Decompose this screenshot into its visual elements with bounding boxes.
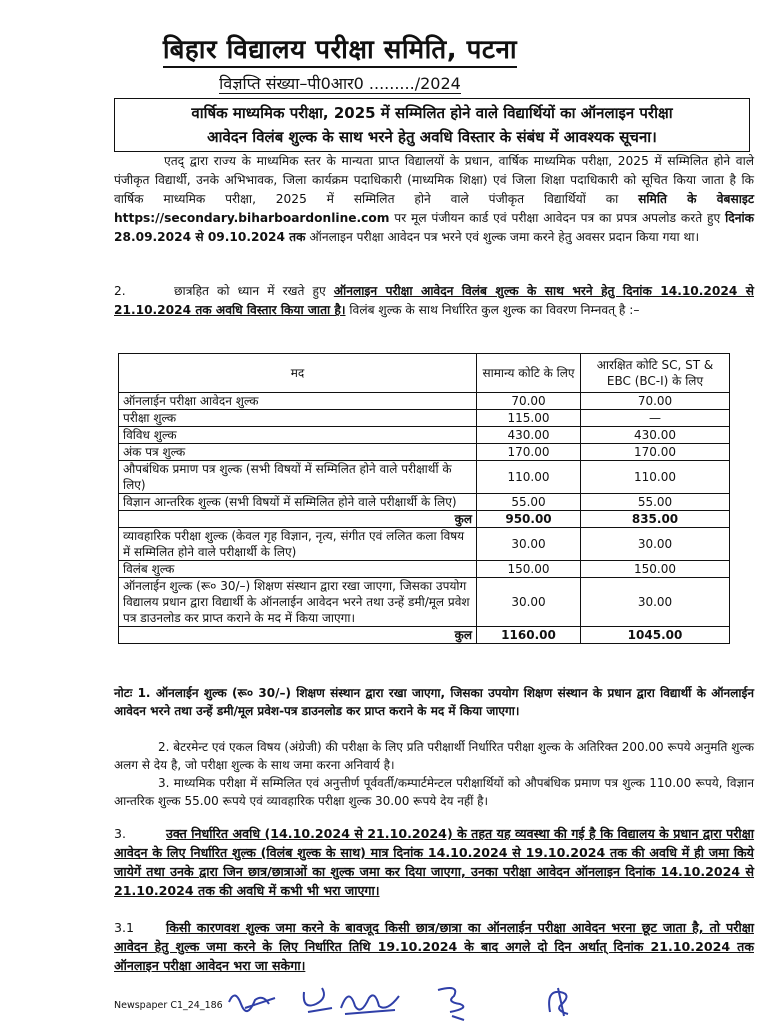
fee-table bbox=[118, 353, 730, 644]
header-general: सामान्य कोटि के लिए bbox=[477, 354, 581, 393]
fee-reserved: — bbox=[581, 410, 730, 427]
paragraph-2: 2. छात्रहित को ध्यान में रखते हुए ऑनलाइन परीक्षा आवेदन विलंब शुल्क के साथ भरने हेतु दिनांक 14.10.2024 से 21.10.2024 तक अवधि विस्तार किया जाता है। विलंब शुल्क के साथ निर्धारित कुल शुल्क का विवरण निम्नवत् है :– bbox=[114, 284, 754, 317]
total-reserved: 1045.00 bbox=[581, 627, 730, 644]
subject-line-1: वार्षिक माध्यमिक परीक्षा, 2025 में सम्मिलित होने वाले विद्यार्थियों का ऑनलाइन परीक्षा bbox=[191, 104, 673, 122]
fee-general: 30.00 bbox=[477, 528, 581, 561]
fee-general: 55.00 bbox=[477, 494, 581, 511]
total-general: 1160.00 bbox=[477, 627, 581, 644]
extension-statement: ऑनलाइन परीक्षा आवेदन विलंब शुल्क के साथ भरने हेतु दिनांक 14.10.2024 से 21.10.2024 तक अवधि विस्तार किया जाता है। bbox=[114, 284, 754, 317]
header-item: मद bbox=[119, 354, 477, 393]
subtotal-label: कुल bbox=[119, 511, 477, 528]
fee-row bbox=[119, 494, 730, 511]
fee-row bbox=[119, 393, 730, 410]
fee-general: 110.00 bbox=[477, 461, 581, 494]
total-row bbox=[119, 627, 730, 644]
fee-general: 170.00 bbox=[477, 444, 581, 461]
fee-general: 150.00 bbox=[477, 561, 581, 578]
fee-general: 30.00 bbox=[477, 578, 581, 627]
fee-table-header bbox=[119, 354, 730, 393]
fee-item: विज्ञान आन्तरिक शुल्क (सभी विषयों में सम्मिलित होने वाले परीक्षार्थी के लिए) bbox=[119, 494, 477, 511]
fee-reserved: 150.00 bbox=[581, 561, 730, 578]
fee-row bbox=[119, 444, 730, 461]
signature-5-icon bbox=[540, 982, 580, 1020]
fee-item: ऑनलाईन शुल्क (रू० 30/–) शिक्षण संस्थान द्वारा रखा जाएगा, जिसका उपयोग विद्यालय प्रधान द्वारा विद्यार्थी के ऑनलाईन आवेदन भरने तथा उन्हें डमी/मूल प्रवेश पत्र डाउनलोड कर प्राप्त कराने के मद में किया जाएगा। bbox=[119, 578, 477, 627]
fee-row bbox=[119, 410, 730, 427]
fee-row bbox=[119, 427, 730, 444]
fee-item: परीक्षा शुल्क bbox=[119, 410, 477, 427]
total-label: कुल bbox=[119, 627, 477, 644]
fee-item: व्यावहारिक परीक्षा शुल्क (केवल गृह विज्ञान, नृत्य, संगीत एवं ललित कला विषय में सम्मिलित होने वाले परीक्षार्थी के लिए) bbox=[119, 528, 477, 561]
signature-1-icon bbox=[225, 982, 285, 1018]
header-reserved: आरक्षित कोटि SC, ST & EBC (BC-I) के लिए bbox=[581, 354, 730, 393]
signature-2-icon bbox=[298, 982, 338, 1018]
note-1: नोटः 1. ऑनलाईन शुल्क (रू० 30/–) शिक्षण संस्थान द्वारा रखा जाएगा, जिसका उपयोग शिक्षण संस्थान के प्रधान द्वारा विद्यार्थी के ऑनलाईन आवेदन भरने तथा उन्हें डमी/मूल प्रवेश-पत्र डाउनलोड कर प्राप्त कराने के मद में किया जाएगा। bbox=[114, 686, 754, 718]
section-3: 3. उक्त निर्धारित अवधि (14.10.2024 से 21.10.2024) के तहत यह व्यवस्था की गई है कि विद्यालय के प्रधान द्वारा परीक्षा आवेदन के लिए निर्धारित शुल्क (विलंब शुल्क के साथ) मात्र दिनांक 14.10.2024 से 19.10.2024 तक की अवधि में ही जमा किये जायेगें तथा उनके द्वारा जिन छात्र/छात्राओं का शुल्क जमा कर दिया जाएगा, उनका परीक्षा आवेदन ऑनलाइन दिनांक 14.10.2024 से 21.10.2024 तक की अवधि में कभी भी भरा जाएगा। bbox=[114, 826, 754, 898]
fee-reserved: 55.00 bbox=[581, 494, 730, 511]
fee-reserved: 170.00 bbox=[581, 444, 730, 461]
subject-line-2: आवेदन विलंब शुल्क के साथ भरने हेतु अवधि विस्तार के संबंध में आवश्यक सूचना। bbox=[207, 128, 657, 146]
fee-item: विलंब शुल्क bbox=[119, 561, 477, 578]
signature-3-icon bbox=[335, 982, 405, 1022]
fee-reserved: 30.00 bbox=[581, 528, 730, 561]
fee-general: 70.00 bbox=[477, 393, 581, 410]
section-3-1: 3.1 किसी कारणवश शुल्क जमा करने के बावजूद किसी छात्र/छात्रा का ऑनलाईन परीक्षा आवेदन भरना छूट जाता है, तो परीक्षा आवेदन हेतु शुल्क जमा करने के लिए निर्धारित तिथि 19.10.2024 के बाद अगले दो दिन अर्थात् दिनांक 21.10.2024 तक ऑनलाइन परीक्षा आवेदन भरा जा सकेगा। bbox=[114, 920, 754, 973]
subject-box bbox=[114, 98, 750, 152]
original-period: दिनांक 28.09.2024 से 09.10.2024 तक bbox=[114, 211, 754, 244]
paragraph-1: एतद् द्वारा राज्य के माध्यमिक स्तर के मान्यता प्राप्त विद्यालयों के प्रधान, वार्षिक माध्यमिक परीक्षा, 2025 में सम्मिलित होने वाले पंजीकृत विद्यार्थी, उनके अभिभावक, जिला कार्यक्रम पदाधिकारी (माध्यमिक शिक्षा) एवं जिला शिक्षा पदाधिकारी को सूचित किया जाता है कि वार्षिक माध्यमिक परीक्षा, 2025 में सम्मिलित होने वाले पंजीकृत विद्यार्थियों का समिति के वेबसाइट https://secondary.biharboardonline.com पर मूल पंजीयन कार्ड एवं परीक्षा आवेदन पत्र का प्रपत्र अपलोड करते हुए दिनांक 28.09.2024 से 09.10.2024 तक ऑनलाइन परीक्षा आवेदन पत्र भरने एवं शुल्क जमा करने हेतु अवसर प्रदान किया गया था। bbox=[114, 154, 754, 244]
fee-item: औपबंधिक प्रमाण पत्र शुल्क (सभी विषयों में सम्मिलित होने वाले परीक्षार्थी के लिए) bbox=[119, 461, 477, 494]
website-reference: समिति के वेबसाइट https://secondary.biharboardonline.com bbox=[114, 192, 754, 225]
fee-row bbox=[119, 561, 730, 578]
subtotal-general: 950.00 bbox=[477, 511, 581, 528]
fee-row bbox=[119, 578, 730, 627]
fee-item: विविध शुल्क bbox=[119, 427, 477, 444]
page-title: बिहार विद्यालय परीक्षा समिति, पटना bbox=[0, 30, 680, 66]
fee-row bbox=[119, 528, 730, 561]
subtotal-row bbox=[119, 511, 730, 528]
fee-general: 115.00 bbox=[477, 410, 581, 427]
note-3: 3. माध्यमिक परीक्षा में सम्मिलित एवं अनुत्तीर्ण पूर्ववर्ती/कम्पार्टमेन्टल परीक्षार्थियों को औपबंधिक प्रमाण पत्र शुल्क 110.00 रूपये, विज्ञान आन्तरिक शुल्क 55.00 रूपये एवं व्यावहारिक परीक्षा शुल्क 30.00 रूपये देय नहीं है। bbox=[114, 776, 754, 808]
footer-reference: Newspaper C1_24_186 bbox=[114, 1000, 223, 1011]
subtotal-reserved: 835.00 bbox=[581, 511, 730, 528]
fee-general: 430.00 bbox=[477, 427, 581, 444]
note-2: 2. बेटरमेन्ट एवं एकल विषय (अंग्रेजी) की परीक्षा के लिए प्रति परीक्षार्थी निर्धारित परीक्षा शुल्क के अतिरिक्त 200.00 रूपये अनुमति शुल्क अलग से देय है, जो परीक्षा शुल्क के साथ जमा करना अनिवार्य है। bbox=[114, 740, 754, 772]
fee-item: अंक पत्र शुल्क bbox=[119, 444, 477, 461]
fee-reserved: 430.00 bbox=[581, 427, 730, 444]
fee-item: ऑनलाईन परीक्षा आवेदन शुल्क bbox=[119, 393, 477, 410]
fee-row bbox=[119, 461, 730, 494]
signature-4-icon bbox=[430, 982, 480, 1024]
fee-reserved: 70.00 bbox=[581, 393, 730, 410]
notice-number: विज्ञप्ति संख्या–पी0आर0 ........./2024 bbox=[219, 74, 461, 93]
fee-reserved: 110.00 bbox=[581, 461, 730, 494]
fee-reserved: 30.00 bbox=[581, 578, 730, 627]
